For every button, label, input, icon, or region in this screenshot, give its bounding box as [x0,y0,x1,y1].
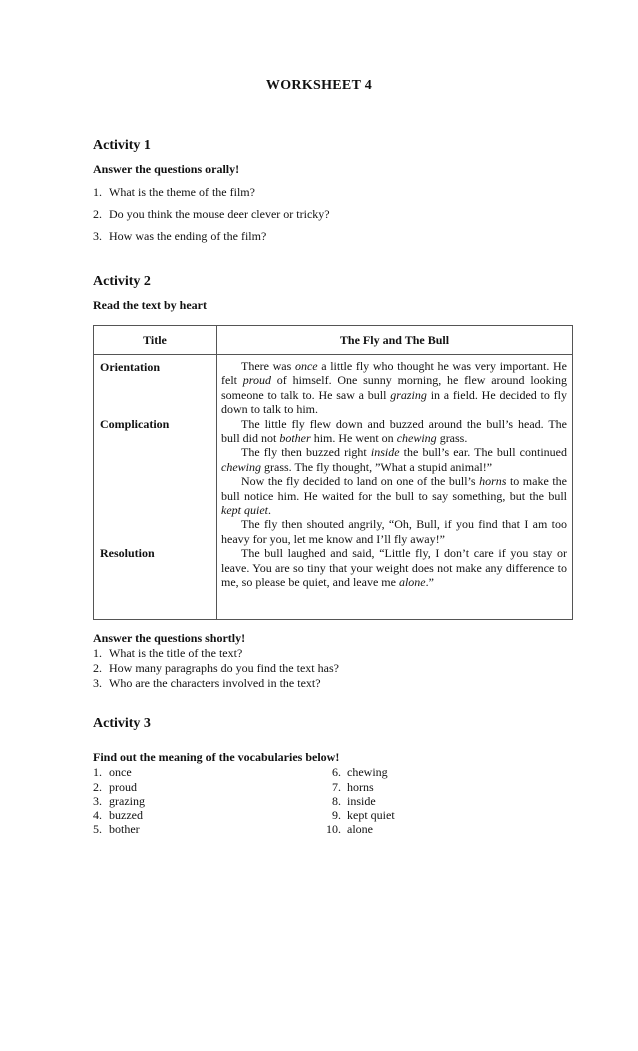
italic-vocab-word: chewing [221,459,261,474]
italic-vocab-word: alone [398,575,426,590]
activity-1-heading: Activity 1 [93,138,151,153]
vocab-number: 9. [332,808,341,822]
vocab-number: 7. [332,780,341,794]
vocab-word: kept quiet [347,808,395,822]
question-text: Who are the characters involved in the text? [109,676,321,690]
story-text [217,355,573,620]
story-table-body [94,355,573,620]
stage-complication: Complication [100,417,170,431]
question-number: 2. [93,207,102,221]
question-text: What is the title of the text? [109,646,243,660]
vocab-item [93,808,143,823]
italic-vocab-word: bother [279,431,311,446]
story-paragraph: The little fly flew down and buzzed around the bull’s head. The bull did not bother him. He went on chewing grass. [221,416,567,446]
question-text: How many paragraphs do you find the text has? [109,661,339,675]
vocab-word: chewing [347,765,388,779]
vocab-number: 8. [332,794,341,808]
italic-vocab-word: once [294,359,318,373]
vocab-word: grazing [109,794,145,808]
italic-vocab-word: proud [242,373,272,388]
vocab-number: 4. [93,808,102,822]
vocab-item [93,765,132,780]
activity-3-heading: Activity 3 [93,716,151,731]
short-question [93,661,339,676]
activity-1-question [93,207,330,222]
question-text: What is the theme of the film? [109,185,255,199]
vocab-word: once [109,765,132,779]
question-text: How was the ending of the film? [109,229,267,243]
page-title: WORKSHEET 4 [265,78,373,93]
story-paragraph: The bull laughed and said, “Little fly, I don’t care if you stay or leave. You are so tiny that your weight does not make any difference to me, so please be quiet, and leave me alone.” [221,546,567,590]
story-table [93,325,573,620]
short-answer-instruction: Answer the questions shortly! [93,631,246,645]
question-number: 3. [93,676,102,690]
vocab-item [325,765,388,780]
question-text: Do you think the mouse deer clever or tricky? [109,207,330,221]
italic-vocab-word: chewing [396,431,437,446]
question-number: 1. [93,646,102,660]
vocab-item [325,822,373,837]
vocab-item [93,794,145,809]
stage-resolution: Resolution [100,546,155,560]
vocab-word: bother [109,822,140,836]
vocab-number: 10. [326,822,341,836]
activity-3-instruction: Find out the meaning of the vocabularies below! [93,750,340,764]
story-paragraph: There was once a little fly who thought he was very important. He felt proud of himself. One sunny morning, he flew around looking someone to talk to. He saw a bull grazing in a field. He decided to fly down to talk to him. [221,359,567,417]
activity-1-question [93,229,266,244]
activity-1-question [93,185,255,200]
stage-column [94,355,217,620]
question-number: 2. [93,661,102,675]
story-paragraph: Now the fly decided to land on one of the bull’s horns to make the bull notice him. He waited for the bull to say something, but the bull kept quiet. [221,474,567,518]
vocab-item [325,780,374,795]
question-number: 3. [93,229,102,243]
italic-vocab-word: grazing [390,387,427,402]
vocab-word: buzzed [109,808,143,822]
activity-1-instruction: Answer the questions orally! [93,162,240,176]
vocab-item [93,822,140,837]
vocab-number: 6. [332,765,341,779]
vocab-word: inside [347,794,376,808]
vocab-number: 3. [93,794,102,808]
question-number: 1. [93,185,102,199]
vocab-word: proud [109,780,137,794]
short-question [93,646,242,661]
vocab-number: 5. [93,822,102,836]
story-table-header [94,326,573,355]
vocab-item [93,780,137,795]
header-left: Title [94,326,217,355]
italic-vocab-word: inside [370,445,400,460]
vocab-item [325,794,376,809]
activity-2-heading: Activity 2 [93,274,151,289]
vocab-item [325,808,395,823]
vocab-word: alone [347,822,373,836]
vocab-number: 1. [93,765,102,779]
story-paragraph: The fly then buzzed right inside the bull’s ear. The bull continued chewing grass. The fly thought, ”What a stupid animal!” [221,445,567,474]
italic-vocab-word: kept quiet [221,503,268,518]
header-right: The Fly and The Bull [217,326,573,355]
story-paragraph: The fly then shouted angrily, “Oh, Bull, if you find that I am too heavy for you, let me know and I’ll fly away!” [221,517,567,546]
vocab-number: 2. [93,780,102,794]
activity-2-instruction: Read the text by heart [93,298,207,312]
vocab-word: horns [347,780,374,794]
short-question [93,676,321,691]
italic-vocab-word: horns [479,474,507,489]
stage-orientation: Orientation [100,360,160,374]
